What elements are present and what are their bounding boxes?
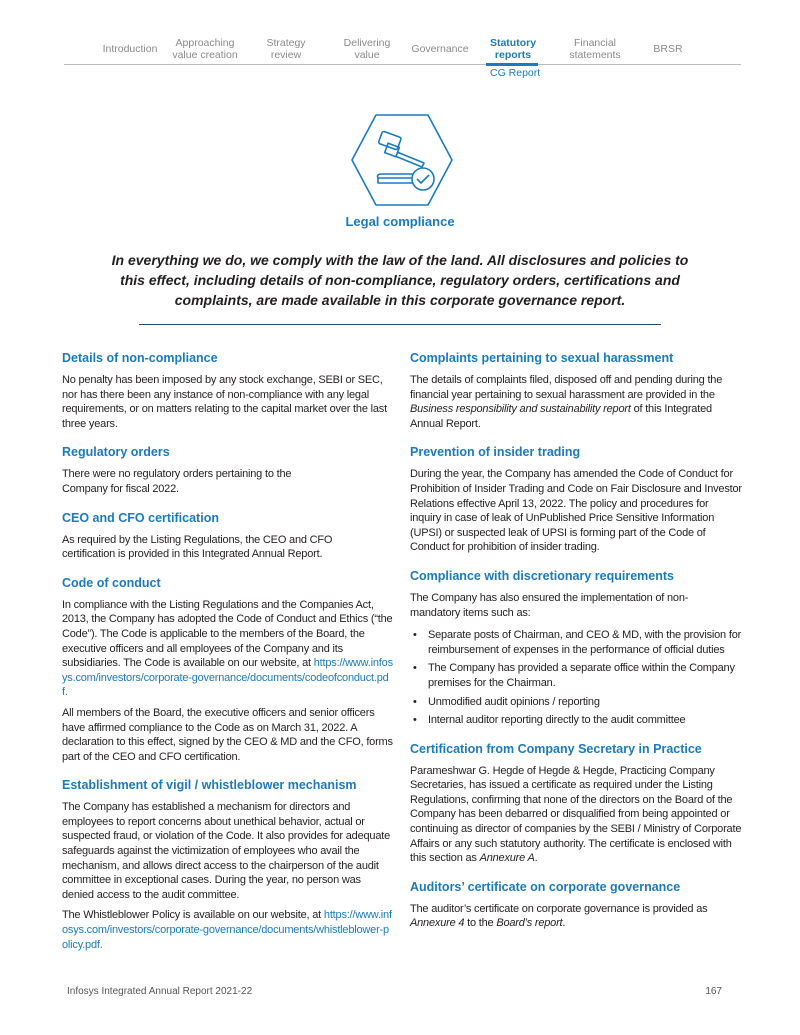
nav-delivering-value[interactable]: Delivering value xyxy=(343,37,391,61)
list-item: • Internal auditor reporting directly to the audit committee xyxy=(410,713,742,728)
auditors-certificate xyxy=(410,880,742,931)
list-item: • Separate posts of Chairman, and CEO & MD, with the provision for reimbursement of expenses in the performance of official duties xyxy=(410,628,742,657)
heading: Details of non-compliance xyxy=(62,351,218,365)
prevention-of-insider-trading xyxy=(410,445,742,555)
nav-sub-cg-report[interactable]: CG Report xyxy=(490,67,541,79)
text: The auditor’s certificate on corporate governance is provided as xyxy=(410,902,708,915)
heading: Prevention of insider trading xyxy=(410,445,581,460)
ceo-cfo-certification xyxy=(62,511,394,562)
right-column xyxy=(410,351,742,966)
heading: Complaints pertaining to sexual harassment xyxy=(410,351,674,365)
legal-compliance-gavel-icon xyxy=(350,112,454,208)
details-of-non-compliance xyxy=(62,351,394,431)
emphasis: Annexure 4 xyxy=(410,917,465,930)
list-item: • Unmodified audit opinions / reporting xyxy=(410,695,742,710)
paragraph xyxy=(410,373,742,431)
paragraph: As required by the Listing Regulations, the CEO and CFO certification is provided in this Integrated Annual Report. xyxy=(62,533,333,561)
text: . xyxy=(562,917,566,930)
emphasis: Board’s report xyxy=(496,917,563,930)
paragraph: During the year, the Company has amended the Code of Conduct for Prohibition of Insider Trading and Code on Fair Disclosure and Investor Relations effective April 13, 2022. The policy and procedures for inquiry in case of leak of UnPublished Price Sensitive Information (UPSI) or suspected leak of UPSI is forming part of the Code of Conduct for prohibition of insider trading. xyxy=(410,468,742,554)
nav-approaching-value-creation[interactable]: Approaching value creation xyxy=(172,37,238,61)
text: Parameshwar G. Hegde of Hegde & Hegde, Practicing Company Secretaries, has issued a certificate as required under the Listing Regulations, confirming that none of the directors on the Board of the Company has been debarred or disqualified from being appointed or continuing as director of companies by the SEBI / Ministry of Corporate Affairs or any such statutory authority. The certificate is enclosed with this section as xyxy=(410,764,742,865)
text: . xyxy=(534,852,538,865)
bullet-list xyxy=(410,628,742,728)
paragraph xyxy=(410,902,742,931)
nav-statutory-reports[interactable]: Statutory reports xyxy=(489,37,537,61)
paragraph xyxy=(62,908,394,952)
company-secretary-certification xyxy=(410,742,742,866)
paragraph: The Company has also ensured the implementation of non-mandatory items such as: xyxy=(410,591,689,619)
footer-title: Infosys Integrated Annual Report 2021-22 xyxy=(67,986,253,998)
left-column xyxy=(62,351,394,966)
nav-introduction[interactable]: Introduction xyxy=(102,43,158,55)
page-footer xyxy=(0,966,800,1017)
emphasis: Business responsibility and sustainability report xyxy=(410,403,631,416)
paragraph: The Company has established a mechanism for directors and employees to report concerns about unethical behavior, actual or suspected fraud, or violation of the Code. It also provides for adequate safeguards against the victimization of employees who avail the mechanism, and allows direct access to the chairperson of the audit committee in exceptional cases. During the year, no person was denied access to the audit committee. xyxy=(62,801,391,901)
discretionary-requirements xyxy=(410,569,742,728)
emphasis: Annexure A xyxy=(479,852,535,865)
heading: Code of conduct xyxy=(62,575,161,590)
page-header xyxy=(0,0,800,250)
text: The Whistleblower Policy is available on our website, at xyxy=(62,909,322,922)
text: of this Integrated Annual Report. xyxy=(410,403,712,430)
nav-strategy-review[interactable]: Strategy review xyxy=(266,37,306,61)
paragraph xyxy=(410,764,742,866)
list-item: • The Company has provided a separate office within the Company premises for the Chairman. xyxy=(410,661,742,690)
code-of-conduct xyxy=(62,576,394,765)
code-of-conduct-link[interactable]: https://www.infosys.com/investors/corporate-governance/documents/codeofconduct.pdf. xyxy=(62,657,393,699)
heading: Regulatory orders xyxy=(62,445,170,460)
heading: Certification from Company Secretary in Practice xyxy=(410,741,702,756)
whistleblower-policy-link[interactable]: https://www.infosys.com/investors/corporate-governance/documents/whistleblower-policy.pdf. xyxy=(62,909,392,951)
lead-statement: In everything we do, we comply with the law of the land. All disclosures and policies to this effect, including details of non-compliance, regulatory orders, certifications and complaints, are made available in this corporate governance report. xyxy=(111,252,689,308)
section-nav xyxy=(0,35,800,65)
heading: Compliance with discretionary requirements xyxy=(410,568,674,583)
whistleblower-mechanism xyxy=(62,778,394,952)
section-title: Legal compliance xyxy=(345,214,455,229)
nav-governance[interactable]: Governance xyxy=(411,43,469,55)
nav-financial-statements[interactable]: Financial statements xyxy=(569,37,621,61)
sexual-harassment-complaints xyxy=(410,351,742,431)
paragraph: No penalty has been imposed by any stock exchange, SEBI or SEC, nor has there been any instance of non-compliance with any legal requirements, or on matters relating to the capital market over the last three years. xyxy=(62,374,387,430)
heading: CEO and CFO certification xyxy=(62,510,219,525)
heading: Establishment of vigil / whistleblower mechanism xyxy=(62,778,357,793)
content-columns xyxy=(0,325,800,966)
text: to the xyxy=(464,917,497,930)
heading: Auditors’ certificate on corporate governance xyxy=(410,879,681,894)
nav-divider xyxy=(64,64,741,65)
active-tab-indicator xyxy=(486,63,538,66)
nav-brsr[interactable]: BRSR xyxy=(653,43,683,55)
paragraph: All members of the Board, the executive officers and senior officers have affirmed compliance to the Code as on March 31, 2022. A declaration to this effect, signed by the CEO & MD and the CFO, forms part of the CEO and CFO certification. xyxy=(62,706,393,763)
paragraph: There were no regulatory orders pertaining to the Company for fiscal 2022. xyxy=(62,468,292,495)
paragraph xyxy=(62,598,394,700)
text: The details of complaints filed, disposed off and pending during the financial year pertaining to sexual harassment are provided in the xyxy=(410,374,723,401)
regulatory-orders xyxy=(62,445,394,496)
text: In compliance with the Listing Regulations and the Companies Act, 2013, the Company has adopted the Code of Conduct and Ethics (“the Code”). The Code is applicable to the members of the Board, the executive officers and all employees of the Company and its subsidiaries. The Code is available on our website, at xyxy=(62,598,393,670)
page-number: 167 xyxy=(705,986,722,998)
